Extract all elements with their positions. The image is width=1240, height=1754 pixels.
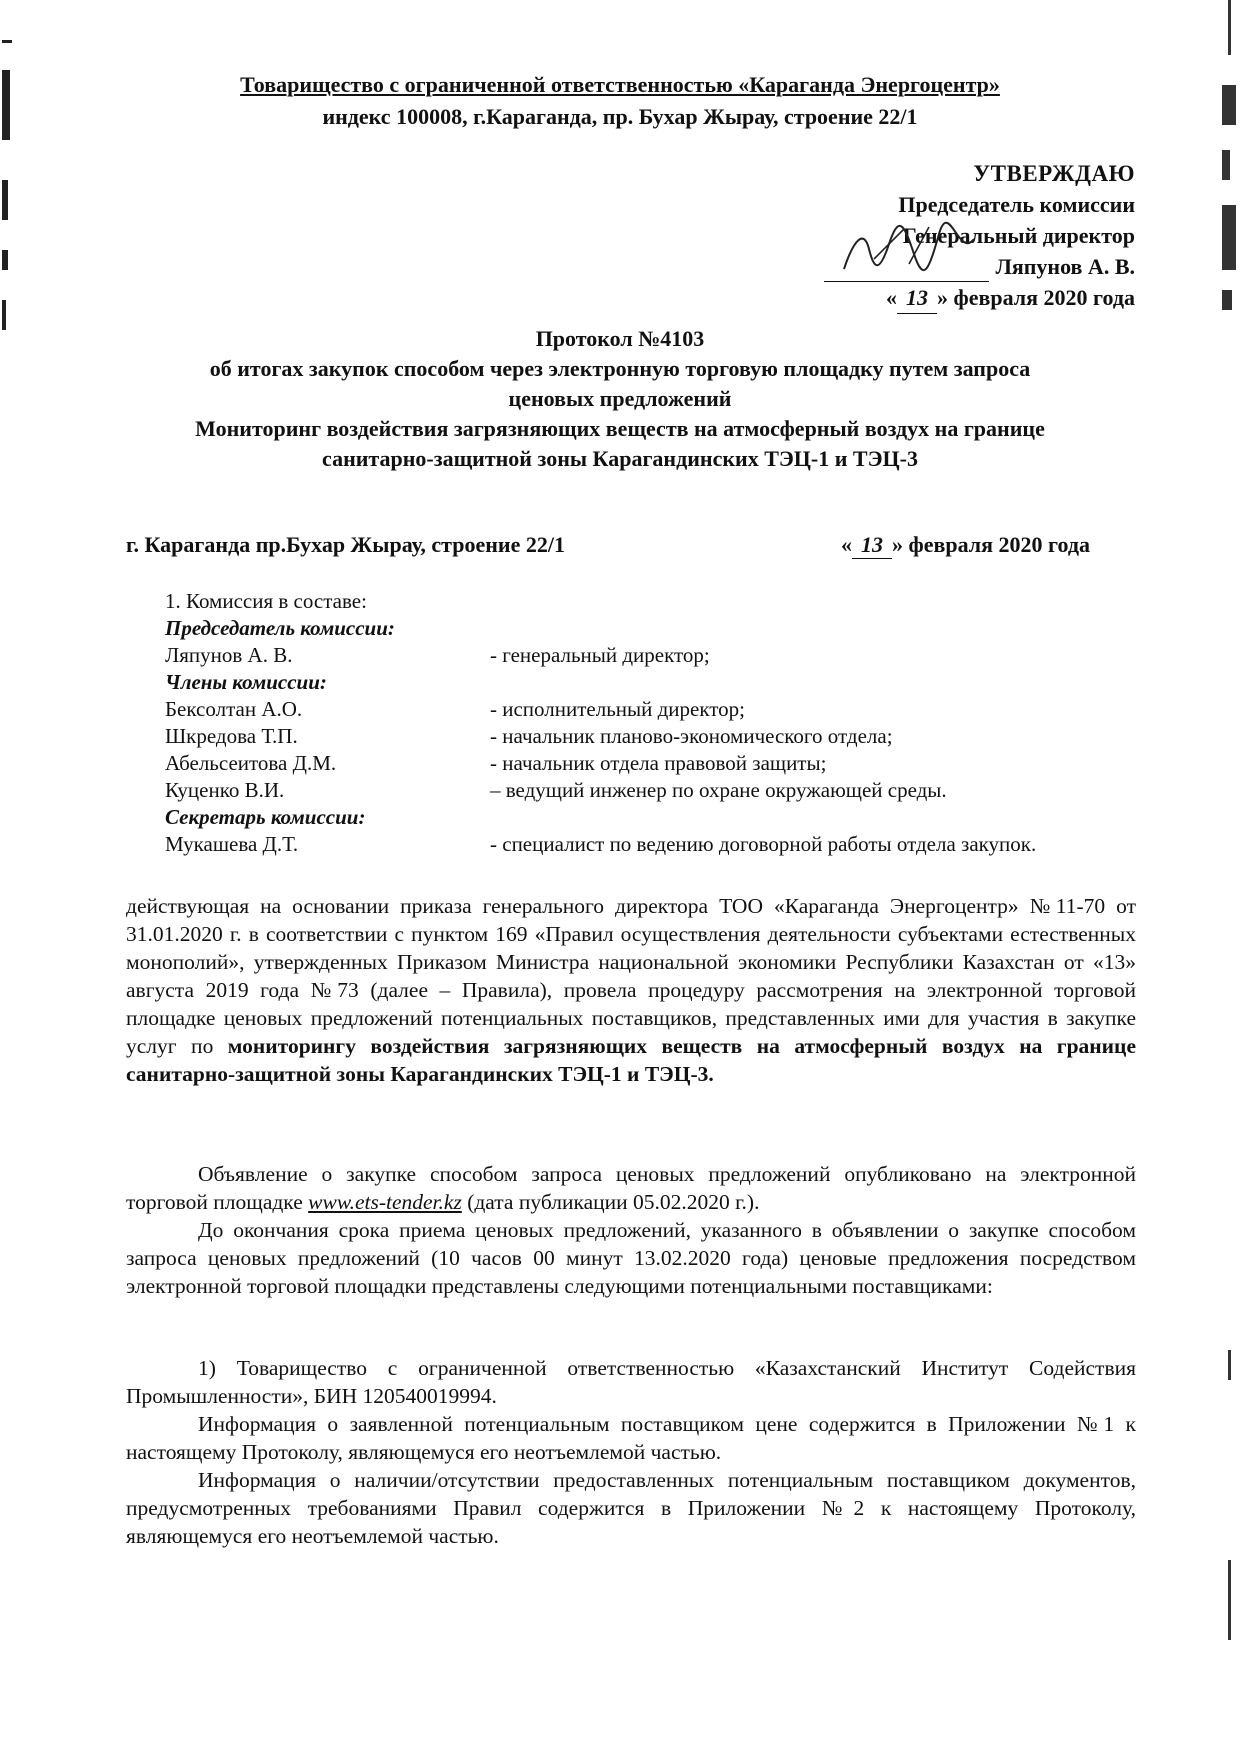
paragraph-basis: действующая на основании приказа генерального директора ТОО «Караганда Энергоцентр» №11-70 от 31.01.2020 г. в соответствии с пунктом 169 «Правил осуществления деятельности субъектами естественных монополий», утвержденных Приказом Министра национальной экономики Республики Казахстан от «13» августа 2019 года №73 (далее – Правила), провела процедуру рассмотрения на электронной торговой площадке ценовых предложений потенциальных поставщиков, представленных ими для участия в закупке услуг по мониторингу воздействия загрязняющих веществ на атмосферный воздух на границе санитарно-защитной зоны Карагандинских ТЭЦ-1 и ТЭЦ-3.: [126, 894, 1136, 1086]
scan-edge-right: [1218, 0, 1240, 1754]
protocol-subject-1: Мониторинг воздействия загрязняющих веществ на атмосферный воздух на границе: [195, 416, 1045, 441]
approval-position-1: Председатель комиссии: [898, 192, 1135, 217]
approval-signer-line: [824, 251, 1135, 282]
place-date: « 13 » февраля 2020 года: [841, 532, 1090, 557]
place: г. Караганда пр.Бухар Жырау, строение 22/1: [126, 532, 565, 557]
paragraph-announcement: Объявление о закупке способом запроса ценовых предложений опубликовано на электронной торговой площадке www.ets-tender.kz (дата публикации 05.02.2020 г.).: [126, 1162, 1136, 1214]
approval-date: « 13 » февраля 2020 года: [824, 282, 1135, 314]
member-row: Бексолтан А.О. - исполнительный директор;: [165, 697, 746, 721]
protocol-title-block: [0, 324, 1240, 474]
protocol-subject-2: санитарно-защитной зоны Карагандинских ТЭЦ-1 и ТЭЦ-3: [322, 446, 918, 471]
commission-heading: 1. Комиссия в составе:: [165, 589, 367, 613]
member-row: Абельсеитова Д.М. - начальник отдела правовой защиты;: [165, 751, 827, 775]
member-row: Шкредова Т.П. - начальник планово-экономического отдела;: [165, 724, 893, 748]
signature-scribble-icon: [834, 219, 984, 279]
approval-date-day: 13: [897, 282, 937, 314]
chair-name: Ляпунов А. В.: [165, 643, 293, 667]
paragraph-supplier: 1) Товарищество с ограниченной ответственностью «Казахстанский Институт Содействия Промышленности», БИН 120540019994.: [126, 1356, 1136, 1408]
chair-role: - генеральный директор;: [490, 643, 710, 667]
paragraph-appendix-2: Информация о наличии/отсутствии предоставленных потенциальным поставщиком документов, предусмотренных требованиями Правил содержится в Приложении №2 к настоящему Протоколу, являющемуся его неотъемлемой частью.: [126, 1468, 1136, 1548]
procurement-subject: мониторингу воздействия загрязняющих веществ на атмосферный воздух на границе санитарно-защитной зоны Карагандинских ТЭЦ-1 и ТЭЦ-3.: [126, 1034, 1136, 1086]
signer-name: Ляпунов А. В.: [995, 254, 1135, 279]
commission-list: [165, 588, 1085, 858]
protocol-subtitle-1: об итогах закупок способом через электронную торговую площадку путем запроса: [209, 356, 1031, 381]
secretary-role: - специалист по ведению договорной работы отдела закупок.: [490, 832, 1037, 856]
members-label: Члены комиссии:: [165, 670, 327, 694]
scan-edge-left: [0, 40, 14, 1740]
secretary-label: Секретарь комиссии:: [165, 805, 366, 829]
paragraph-deadline: До окончания срока приема ценовых предложений, указанного в объявлении о закупке способом запроса ценовых предложений (10 часов 00 минут 13.02.2020 года) ценовые предложения посредством электронной торговой площадки представлены следующими потенциальными поставщиками:: [126, 1218, 1136, 1298]
place-date-day: 13: [852, 532, 892, 559]
org-name: Товарищество с ограниченной ответственностью «Караганда Энергоцентр»: [240, 72, 1000, 97]
signature: [824, 259, 989, 282]
member-row: Куценко В.И. – ведущий инженер по охране окружающей среды.: [165, 778, 947, 802]
approval-position-2: Генеральный директор: [902, 223, 1135, 248]
chair-label: Председатель комиссии:: [165, 616, 395, 640]
protocol-subtitle-2: ценовых предложений: [508, 386, 732, 411]
tender-site-link[interactable]: www.ets-tender.kz: [308, 1190, 462, 1214]
approval-title: УТВЕРЖДАЮ: [973, 161, 1135, 186]
secretary-name: Мукашева Д.Т.: [165, 832, 299, 856]
protocol-number: Протокол №4103: [535, 326, 705, 351]
approval-block: [824, 158, 1135, 314]
paragraph-appendix-1: Информация о заявленной потенциальным поставщиком цене содержится в Приложении №1 к настоящему Протоколу, являющемуся его неотъемлемой частью.: [126, 1412, 1136, 1464]
org-address: индекс 100008, г.Караганда, пр. Бухар Жырау, строение 22/1: [322, 104, 918, 129]
place-date-line: [126, 532, 1090, 558]
